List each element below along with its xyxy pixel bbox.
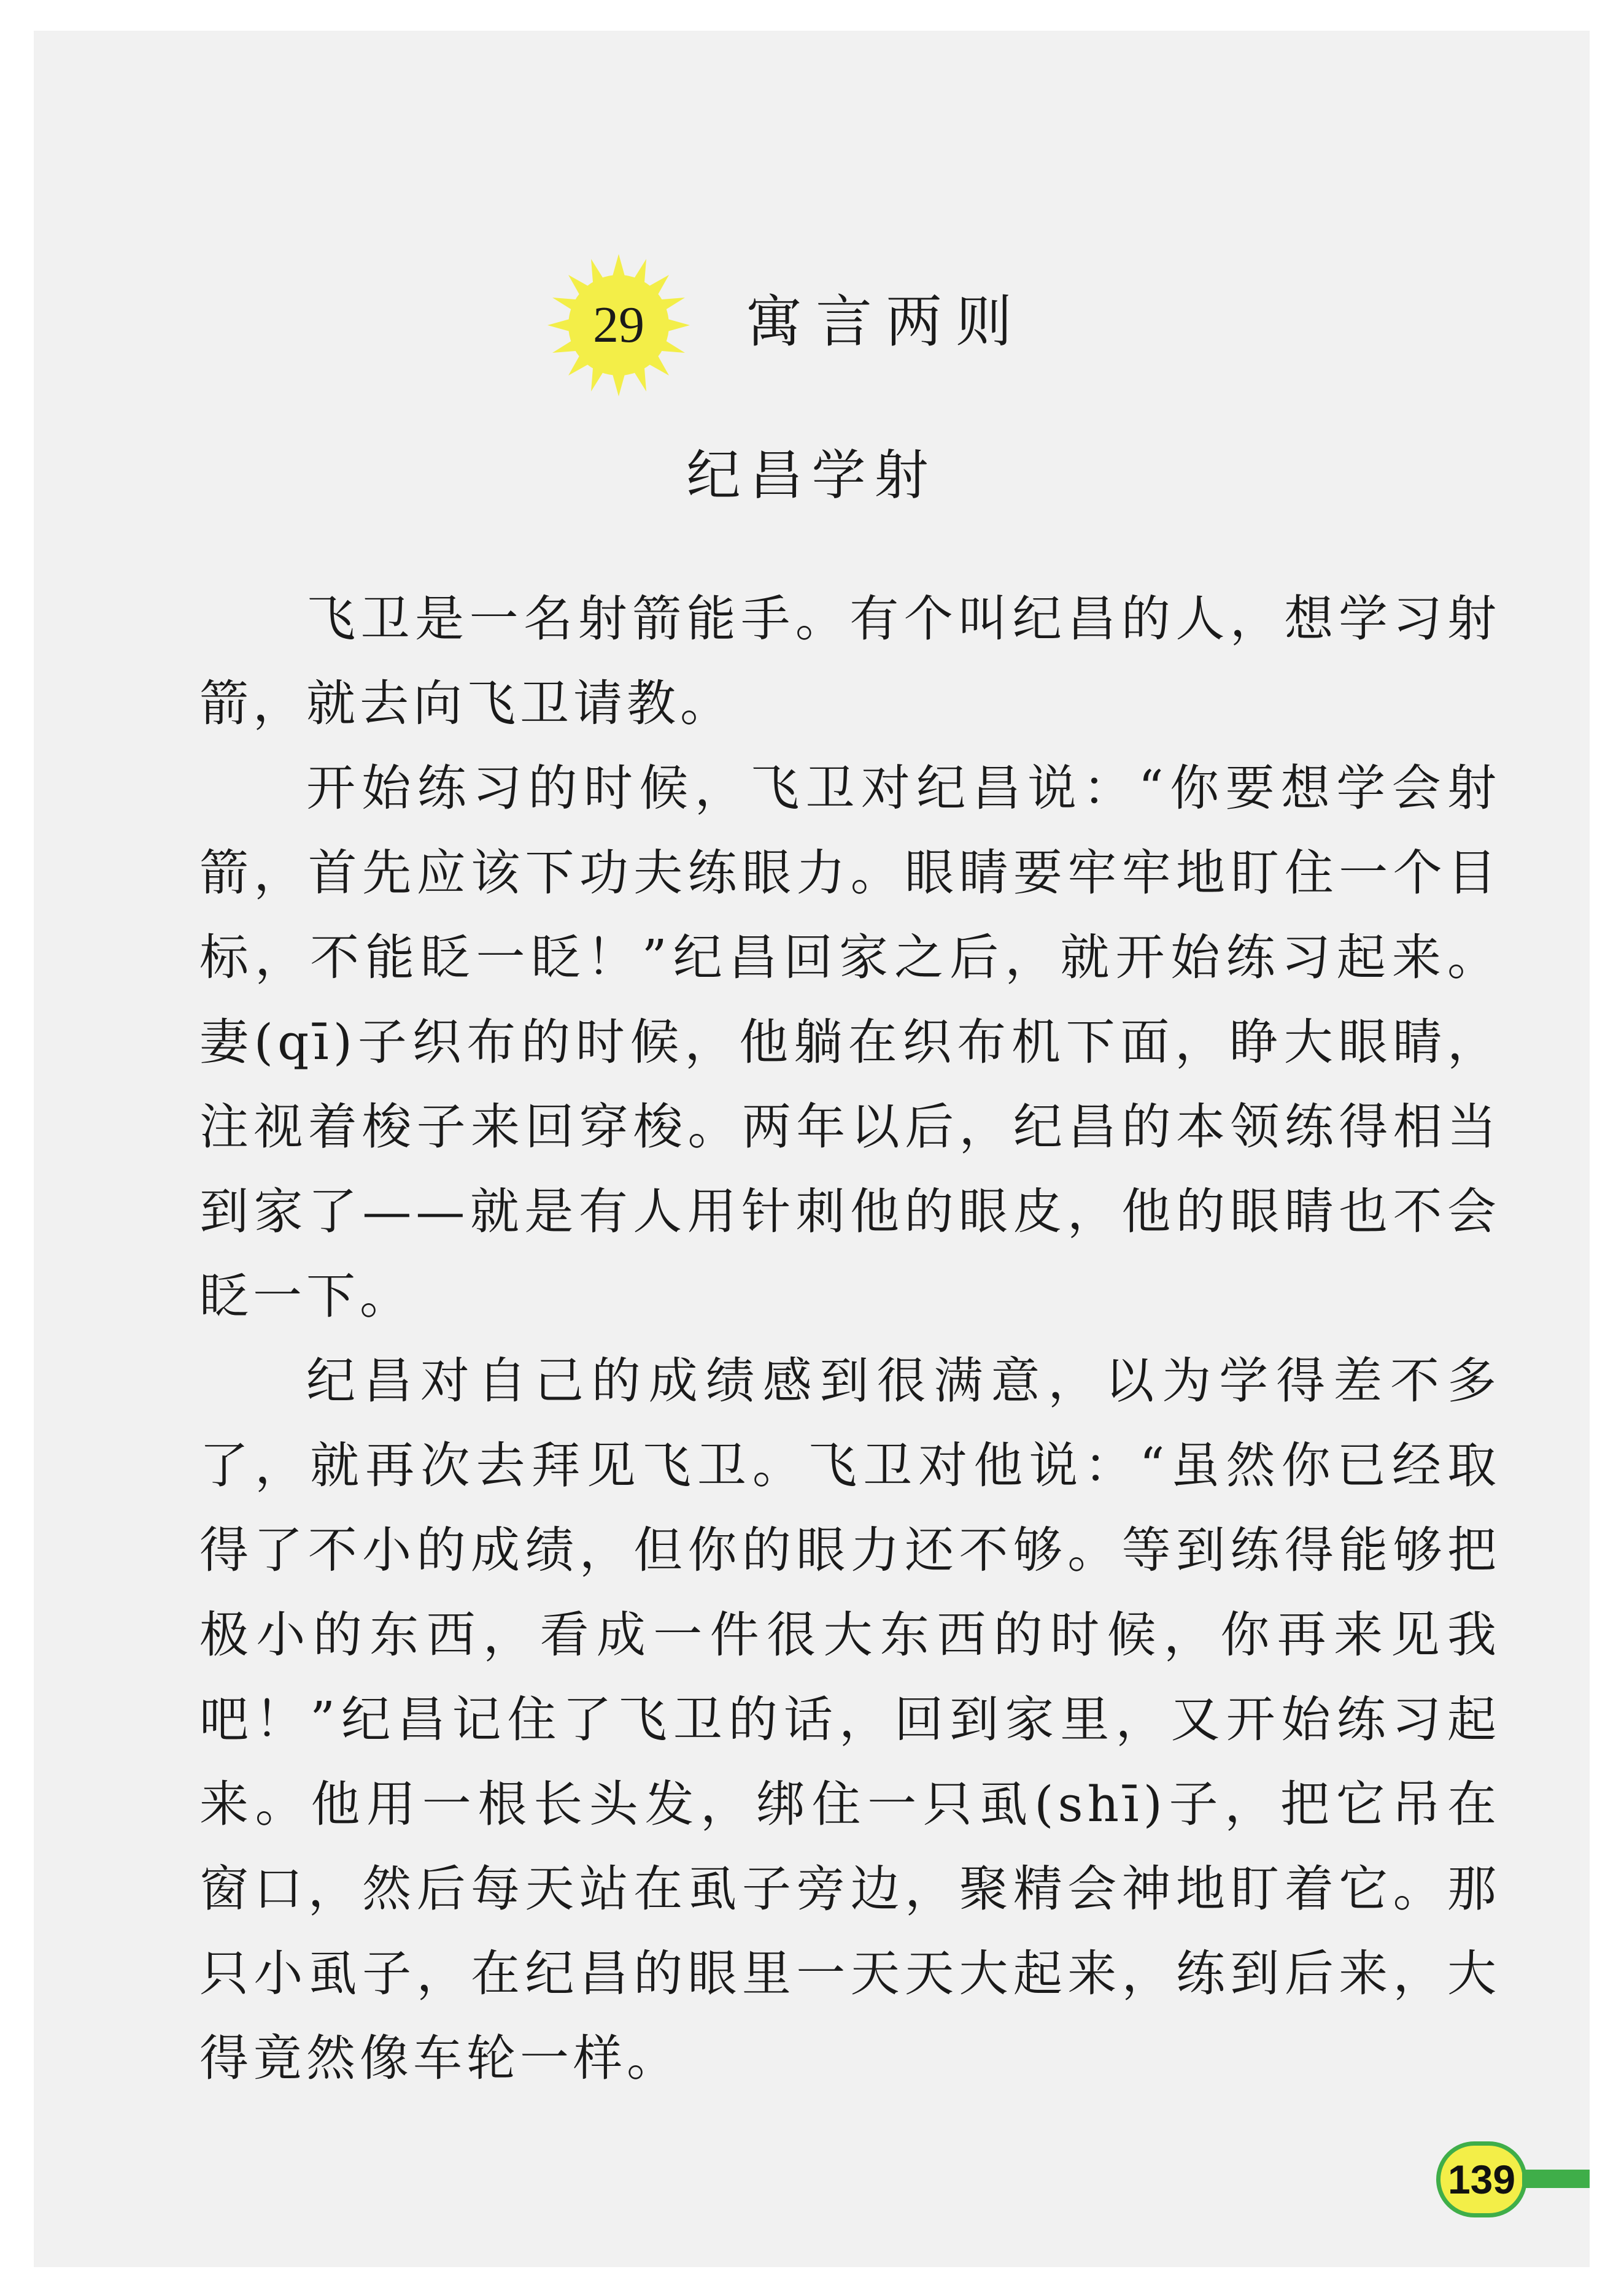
- page-number-tab: [1522, 2170, 1590, 2188]
- story-title: 纪昌学射: [686, 444, 937, 507]
- lesson-header: [34, 252, 1590, 399]
- paragraph: 纪昌对自己的成绩感到很满意，以为学得差不多了，就再次去拜见飞卫。飞卫对他说：“虽然你已经取得了不小的成绩，但你的眼力还不够。等到练得能够把极小的东西，看成一件很大东西的时候，你再来见我吧！”纪昌记住了飞卫的话，回到家里，又开始练习起来。他用一根长头发，绑住一只虱(shī)子，把它吊在窗口，然后每天站在虱子旁边，聚精会神地盯着它。那只小虱子，在纪昌的眼里一天天大起来，练到后来，大得竟然像车轮一样。: [199, 1352, 1501, 2087]
- textbook-page: [34, 31, 1590, 2267]
- page-number-marker: [1436, 2141, 1590, 2217]
- story-body: [199, 577, 1501, 2101]
- lesson-title: 寓言两则: [746, 289, 1026, 355]
- page-number: 139: [1436, 2141, 1527, 2217]
- paragraph: 飞卫是一名射箭能手。有个叫纪昌的人，想学习射箭，就去向飞卫请教。: [199, 590, 1501, 732]
- lesson-number: 29: [593, 296, 644, 353]
- paragraph: 开始练习的时候，飞卫对纪昌说：“你要想学会射箭，首先应该下功夫练眼力。眼睛要牢牢地盯住一个目标，不能眨一眨！”纪昌回家之后，就开始练习起来。妻(qī)子织布的时候，他躺在织布机下面，睁大眼睛，注视着梭子来回穿梭。两年以后，纪昌的本领练得相当到家了——就是有人用针刺他的眼皮，他的眼睛也不会眨一下。: [199, 760, 1501, 1325]
